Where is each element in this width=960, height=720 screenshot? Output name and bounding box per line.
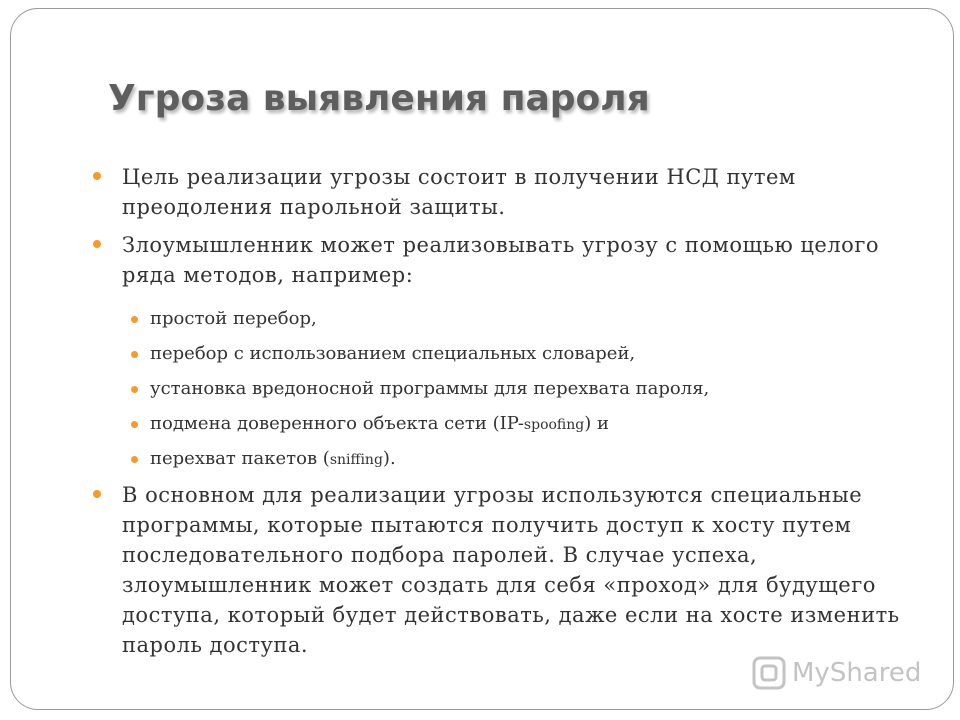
bullet-marker (93, 490, 101, 498)
subbullet-text-5 (150, 444, 930, 475)
subbullet-marker (131, 316, 138, 323)
subbullet-text-5-tail: ). (382, 448, 396, 469)
bullet-text-1: Цель реализации угрозы состоит в получении НСД путем преодоления парольной защиты. (122, 165, 796, 219)
subbullet-text-5-main: перехват пакетов ( (150, 448, 330, 469)
bullet-marker (93, 172, 101, 180)
subbullet-text-5-term: sniffing (329, 452, 383, 468)
subbullet-text-4 (150, 409, 930, 440)
subbullet-marker (131, 351, 138, 358)
subbullet-text-3: установка вредоносной программы для перехвата пароля, (150, 378, 710, 399)
subbullet-marker (131, 386, 138, 393)
bullet-text-2: Злоумышленник может реализовывать угрозу с помощью целого ряда методов, например: (122, 233, 879, 287)
subbullet-text-4-main: подмена доверенного объекта сети (IP- (150, 413, 524, 434)
subbullet-marker (131, 456, 138, 463)
subbullet-text-2: перебор с использованием специальных словарей, (150, 343, 636, 364)
slide-title: Угроза выявления пароля (108, 78, 650, 119)
myshared-logo-icon (752, 656, 786, 690)
subbullet-text-4-tail: ) и (584, 413, 609, 434)
subbullet-text-1: простой перебор, (150, 308, 317, 329)
bullet-marker (93, 240, 101, 248)
watermark-brand: MyShared (792, 658, 922, 688)
subbullet-text-4-term: spoofing (523, 417, 585, 433)
watermark (752, 656, 921, 690)
bullet-text-3: В основном для реализации угрозы используются специальные программы, которые пытаются получить доступ к хосту путем последовательного подбора паролей. В случае успеха, злоумышленник может создать для себя «проход» для будущего доступа, который будет действовать, даже если на хосте изменить пароль доступа. (122, 483, 900, 657)
subbullet-marker (131, 421, 138, 428)
